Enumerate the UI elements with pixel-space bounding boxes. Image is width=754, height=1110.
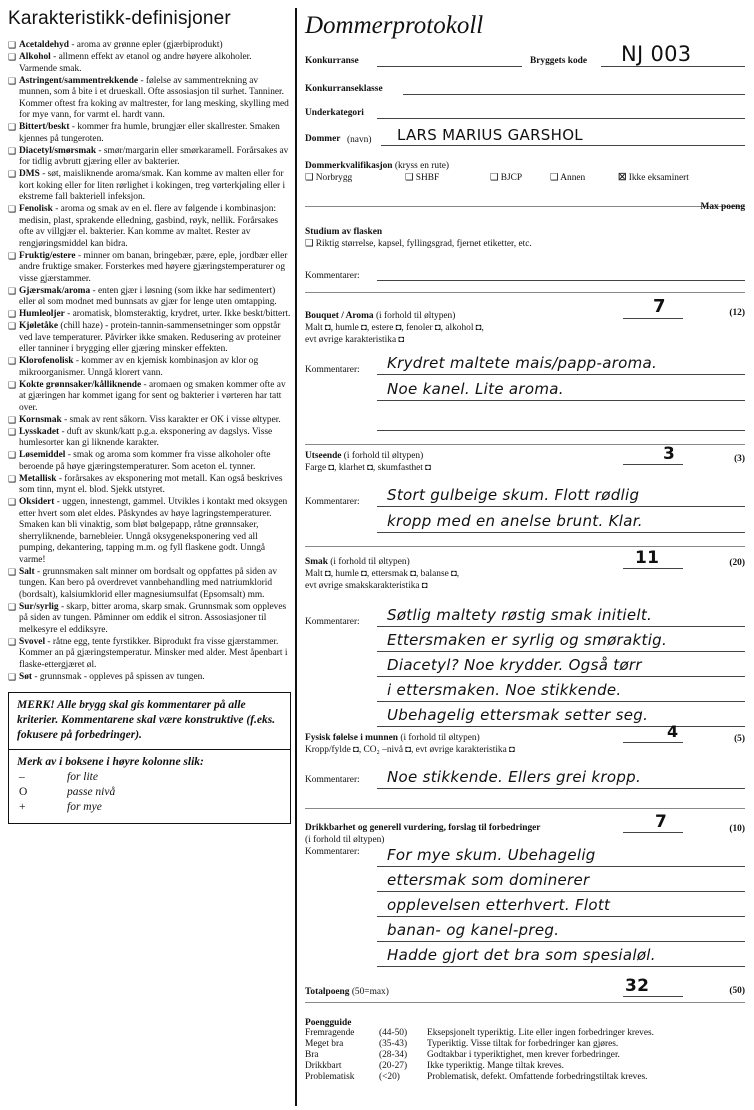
checkbox-shbf[interactable]: ❑ SHBF [405,173,440,183]
qualification-label: Dommerkvalifikasjon [305,161,393,171]
flavor-heading: Smak [305,557,328,567]
definition-term: Alkohol [19,52,51,62]
marking-legend-row: + for mye [19,801,102,813]
score-guide-desc: Ikke typeriktig. Mange tiltak kreves. [427,1061,564,1071]
flavor-criteria: Malt ◘, humle ◘, ettersmak ◘, balanse ◘, [305,569,460,579]
note-box [8,692,291,824]
definition-text: - minner om banan, bringebær, pære, eple, jordbær eller andre fruktige smaker. Forsterkes med høyere gjæringstemperaturer og visse gjærstammer. [19,250,288,284]
overall-comment-label: Kommentarer: [305,847,360,857]
definition-term: Gjærsmak/aroma [19,285,91,296]
definition-item [8,251,291,286]
overall-max: (10) [729,824,745,834]
checkbox-icon: ❑ [8,636,17,647]
definition-term: Metallisk [19,473,57,484]
definition-term: Diacetyl/smørsmak [19,145,97,156]
flavor-comment-line[interactable]: Ubehagelig ettersmak setter seg. [377,704,745,727]
flavor-comment-label: Kommentarer: [305,617,360,627]
flavor-comment-line[interactable]: i ettersmaken. Noe stikkende. [377,679,745,702]
definition-term: Lysskadet [19,426,60,437]
definition-text: - aroma og smak av en el. flere av følgende i kombinasjon: medisin, plast, sprakende elledning, gasbind, røyk, nellik. Forårsakes ofte av villgjær el. bakterier. Kan komme av maltet. Rester av rengjøringsmiddel kan bidra. [19,204,279,249]
definition-item [8,52,291,75]
flavor-other-criteria: evt øvrige smakskarakteristika ◘ [305,581,428,591]
aroma-comment-line[interactable]: Krydret maltete mais/papp-aroma. [377,352,745,375]
definition-term: Salt [19,566,35,577]
definition-term: Acetaldehyd [19,40,69,50]
definition-text: - smak av rent såkorn. Viss karakter er OK i visse øltyper. [61,414,281,425]
score-guide-desc: Godtakbar i typeriktighet, men krever forbedringer. [427,1050,620,1060]
total-row: Totalpoeng (50=max) 32 (50) [305,976,745,997]
checkbox-icon: ❑ [8,309,17,319]
definition-item [8,321,291,356]
definition-term: Kjøletåke [19,321,59,331]
appearance-comment-line[interactable]: kropp med en anelse brunt. Klar. [377,510,745,533]
checkbox-icon: ❑ [8,40,17,50]
aroma-score-row [305,298,745,320]
definition-text: - grunnsmak - oppleves på spissen av tungen. [32,671,205,682]
definition-text: - uggen, innestengt, gammel. Utvikles i kontakt med oksygen etter hvert som ølet eldes. Påskyndes av høye lagringstemperaturer. Smaken kan bli vinaktig, som bløt bølgepapp, råtne grønnsaker, sherryliknende, barnebleier. Unngå oksygeneksponering ved all pumping, dekantering, tapping m.m. og fyll flaskene godt. Unngå varme! [19,497,288,565]
score-guide-desc: Eksepsjonelt typeriktig. Lite eller ingen forbedringer kreves. [427,1028,655,1038]
aroma-comment-label: Kommentarer: [305,365,360,375]
checkbox-icon: ❑ [8,169,17,179]
judge-field[interactable] [381,145,745,146]
total-label: Totalpoeng [305,987,350,997]
appearance-criteria: Farge ◘, klarhet ◘, skumfasthet ◘ [305,463,431,473]
aroma-other-criteria: evt øvrige karakteristika ◘ [305,335,405,345]
definition-text: - smak og aroma som kommer fra visse alkoholer ofte beroende på høye gjæringstemperaturer. Som aceton el. tynner. [19,450,271,472]
definition-text: - aromatisk, blomsteraktig, krydret, urter. Ikke beskt/bittert. [64,309,291,319]
aroma-max: (12) [729,308,745,318]
marking-legend [9,749,290,823]
checkbox-icon: ❑ [8,601,17,612]
definition-text: - duft av skunk/katt p.g.a. eksponering av dagslys. Visse humlesorter kan gi liknende karakter. [19,426,273,448]
definition-term: Løsemiddel [19,450,66,460]
score-guide-desc: Typeriktig. Visse tiltak for forbedringer kan gjøres. [427,1039,619,1049]
mouthfeel-max: (5) [734,734,745,744]
checkbox-icon: ❑ [8,321,17,331]
definition-item [8,309,291,321]
judge-row [305,128,745,152]
beer-code-label: Bryggets kode [530,56,588,66]
definition-item [8,474,291,497]
appearance-max: (3) [734,454,745,464]
flavor-max: (20) [729,558,745,568]
definition-text: - enten gjær i løsning (som ikke har sedimentert) eller øl som modnet med bunnsats av gjær for lenge uten omtapping. [19,285,277,307]
subcategory-label: Underkategori [305,108,364,118]
overall-heading: Drikkbarhet og generell vurdering, forslag til forbedringer [305,823,541,833]
definition-item [8,672,291,684]
appearance-comment-line[interactable]: Stort gulbeige skum. Flott rødlig [377,484,745,507]
checkbox-norbrygg[interactable]: ❑ Norbrygg [305,173,353,183]
checkbox-icon: ❑ [8,671,17,682]
definition-item [8,450,291,473]
marking-legend-title: Merk av i boksene i høyre kolonne slik: [17,756,204,768]
score-guide-name: Fremragende [305,1028,355,1038]
overall-hint: (i forhold til øltypen) [305,835,385,845]
score-guide-desc: Problematisk, defekt. Omfattende forbedringstiltak kreves. [427,1072,648,1082]
definition-item [8,380,291,415]
checkbox-icon: ❑ [8,473,17,484]
max-points-header: Max poeng [700,202,745,212]
definition-text: - kommer av en kjemisk kombinasjon av klor og mikroorganismer. Unngå klorert vann. [19,356,259,378]
definition-term: Fruktig/estere [19,250,76,261]
score-guide-title: Poengguide [305,1018,352,1028]
definitions-list [8,40,291,683]
checkbox-annen[interactable]: ❑ Annen [550,173,586,183]
mouthfeel-score-row [305,722,745,744]
definition-text: - følelse av sammentrekning av munnen, som å bite i et drueskall. Ofte assosiasjon til surhet. Tanniner. Kommer oftest fra koking av maltrester, for lang mesking, skylling med for mye vann, for varmt el. hardt vann. [19,75,289,120]
score-guide-row [305,1072,660,1083]
score-guide-range: (<20) [379,1072,400,1082]
score-guide-name: Problematisk [305,1072,355,1082]
score-guide [305,1018,745,1083]
definition-item [8,356,291,379]
definition-item [8,637,291,672]
definition-text: - søt, maisliknende aroma/smak. Kan komme av malten eller for kort koking eller for liten rørlighet i kokingen, treg vørterkjøling eller i ekstreme fall bakteriell infeksjon. [19,169,286,202]
aroma-comment-line-empty[interactable] [377,430,745,431]
competition-field[interactable] [377,66,522,67]
overall-comment-line[interactable]: opplevelsen etterhvert. Flott [377,894,745,917]
overall-score-row [305,812,745,834]
score-guide-table [305,1028,660,1083]
appearance-score: 3 [663,444,676,464]
checkbox-icon: ❑ [8,379,17,390]
checkbox-icon: ❑ [8,566,17,577]
definition-term: Klorofenolisk [19,356,74,366]
bottle-section [305,226,745,250]
total-field[interactable] [623,996,683,997]
definition-text: - forårsakes av eksponering mot metall. Kan også beskrives som tinn, mynt el. blod. Sjekk utstyret. [19,473,283,495]
class-label: Konkurranseklasse [305,84,383,94]
score-guide-name: Drikkbart [305,1061,342,1071]
aroma-score: 7 [653,296,666,317]
definition-term: DMS [19,169,40,179]
definition-item [8,567,291,602]
definition-term: Fenolisk [19,204,53,214]
definition-item [8,286,291,309]
appearance-score-row [305,444,745,466]
definition-item [8,76,291,122]
mouthfeel-comment-label: Kommentarer: [305,775,360,785]
mouthfeel-criteria: Kropp/fylde ◘, CO₂ –nivå ◘, evt øvrige karakteristika ◘ [305,745,515,755]
checkbox-icon: ❑ [8,75,17,86]
checkbox-ikke-eksaminert[interactable]: ☒ Ikke eksaminert [618,173,689,183]
definition-text: - råtne egg, tente fyrstikker. Biprodukt fra visse gjærstammer. Kommer an på gjæringstemperatur. Minsker med alder. Mest åpenbart i flaske-ettergjæret øl. [19,636,288,670]
competition-label: Konkurranse [305,56,359,66]
definition-text: - skarp, bitter aroma, skarp smak. Grunnsmak som oppleves på siden av tungen. Påminner om eddik el sitron. Assosiasjoner til melkesyre el eddiksyre. [19,601,287,635]
beer-code-field[interactable] [601,66,745,67]
appearance-heading: Utseende [305,451,342,461]
checkbox-icon: ❑ [8,356,17,366]
judge-label: Dommer [305,134,341,144]
class-field[interactable] [403,94,745,95]
definition-term: Svovel [19,636,46,647]
bottle-comment-label: Kommentarer: [305,271,360,281]
definitions-column [8,8,291,824]
total-max: (50) [729,986,745,996]
definition-text: - kommer fra humle, brungjær eller skallrester. Smaken kjennes på tungeroten. [19,122,280,144]
definition-item [8,415,291,427]
definition-term: Bittert/beskt [19,122,70,132]
subcategory-row [305,106,745,126]
score-guide-name: Meget bra [305,1039,344,1049]
definition-item [8,169,291,204]
score-guide-range: (35-43) [379,1039,408,1049]
mouthfeel-comment-line[interactable]: Noe stikkende. Ellers grei kropp. [377,766,745,789]
definition-text: - aroma av grønne epler (gjærbiprodukt) [69,40,223,50]
mouthfeel-heading: Fysisk følelse i munnen [305,733,398,743]
checkbox-bottle[interactable]: ❑ [305,239,316,249]
column-divider [295,8,297,1106]
note-text: MERK! Alle brygg skal gis kommentarer på alle kriterier. Kommentarene skal være konstruktive (f.eks. fokusere på forbedringer). [17,699,276,741]
definition-text: - grunnsmaken salt minner om bordsalt og oppfattes på siden av tungen. Kan bero på overdrevet vannbehandling med natriumklorid (bordsalt), kalsiumklorid eller magnesiumsulfat (Epsomsalt) mm. [19,566,278,600]
bottle-heading: Studium av flasken [305,227,383,237]
overall-score: 7 [655,812,668,832]
score-guide-row [305,1028,660,1039]
overall-comment-line[interactable]: For mye skum. Ubehagelig [377,844,745,867]
definition-text: - aromaen og smaken kommer ofte av at gjæringen har kommet igang for sent og bakterier i vørteren har tatt over. [19,379,286,413]
aroma-criteria: Malt ◘, humle ◘, estere ◘, fenoler ◘, alkohol ◘, [305,323,484,333]
checkbox-icon: ❑ [8,426,17,437]
checkbox-icon: ❑ [8,52,17,62]
total-score: 32 [625,976,650,996]
score-guide-range: (44-50) [379,1028,408,1038]
checkbox-icon: ❑ [8,414,17,425]
score-guide-range: (28-34) [379,1050,408,1060]
definition-term: Søt [19,671,33,682]
overall-comment-line[interactable]: banan- og kanel-preg. [377,919,745,942]
beer-code-value: NJ 003 [621,42,692,66]
overall-comment-line[interactable]: Hadde gjort det bra som spesialøl. [377,944,745,967]
definition-term: Astringent/sammentrekkende [19,75,139,86]
definition-item [8,146,291,169]
bottle-comment-row [305,262,745,284]
checkbox-bjcp[interactable]: ❑ BJCP [490,173,523,183]
checkbox-icon: ❑ [8,250,17,261]
definition-item [8,602,291,637]
aroma-comment-line[interactable]: Noe kanel. Lite aroma. [377,378,745,401]
qualification-section [305,160,745,186]
bottle-comment-field[interactable] [377,280,745,281]
marking-legend-row: – for lite [19,771,98,783]
competition-row [305,42,745,72]
marking-legend-row: O passe nivå [19,786,116,798]
judge-name-value: LARS MARIUS GARSHOL [397,126,583,144]
class-row [305,82,745,102]
definition-item [8,427,291,450]
definition-term: Kokte grønnsaker/kålliknende [19,379,142,390]
mouthfeel-section: Fysisk følelse i munnen (i forhold til øltypen) Kropp/fylde ◘, CO₂ –nivå ◘, evt øvrige karakteristika ◘ [305,732,745,756]
flavor-section: Smak (i forhold til øltypen) Malt ◘, humle ◘, ettersmak ◘, balanse ◘, evt øvrige smakskarakteristika ◘ [305,556,745,592]
checkbox-icon: ❑ [8,122,17,132]
definition-term: Sur/syrlig [19,601,59,612]
score-guide-name: Bra [305,1050,319,1060]
appearance-comment-label: Kommentarer: [305,497,360,507]
definition-item [8,497,291,566]
flavor-comment-line[interactable]: Ettersmaken er syrlig og smøraktig. [377,629,745,652]
checkbox-icon: ❑ [8,450,17,460]
definition-item [8,40,291,52]
score-guide-row [305,1061,660,1072]
judge-name-hint: (navn) [347,135,372,145]
subcategory-field[interactable] [377,118,745,119]
definition-term: Humleoljer [19,309,65,319]
checkbox-icon: ❑ [8,145,17,156]
definition-term: Kornsmak [19,414,62,425]
qualification-hint: (kryss en rute) [392,161,449,171]
mouthfeel-score: 4 [667,722,679,741]
aroma-heading: Bouquet / Aroma [305,311,374,321]
definition-text: - allmenn effekt av etanol og andre høyere alkoholer. Varmende smak. [19,52,252,74]
definitions-title: Karakteristikk-definisjoner [8,8,231,29]
definition-text: - smør/margarin eller smørkaramell. Forårsakes av for tidlig avbrutt gjæring eller av bakterier. [19,145,289,167]
score-guide-row [305,1039,660,1050]
flavor-score-row [305,548,745,570]
checkbox-icon: ❑ [8,204,17,214]
protocol-title: Dommerprotokoll [305,12,484,39]
score-guide-row [305,1050,660,1061]
definition-item [8,122,291,145]
aroma-section: Bouquet / Aroma (i forhold til øltypen) Malt ◘, humle ◘, estere ◘, fenoler ◘, alkohol ◘, evt øvrige karakteristika ◘ [305,310,745,346]
definition-item [8,204,291,250]
bottle-criteria: Riktig størrelse, kapsel, fyllingsgrad, fjernet etiketter, etc. [315,239,532,249]
flavor-comment-line[interactable]: Søtlig maltety røstig smak initielt. [377,604,745,627]
definition-term: Oksidert [19,497,55,507]
overall-comment-line[interactable]: ettersmak som dominerer [377,869,745,892]
flavor-score: 11 [635,548,660,568]
appearance-section: Utseende (i forhold til øltypen) Farge ◘, klarhet ◘, skumfasthet ◘ [305,450,745,474]
checkbox-icon: ❑ [8,497,17,507]
flavor-comment-line[interactable]: Diacetyl? Noe krydder. Også tørr [377,654,745,677]
checkbox-icon: ❑ [8,285,17,296]
score-guide-range: (20-27) [379,1061,408,1071]
protocol-column [305,8,745,1082]
definition-text: (chill haze) - protein-tannin-sammensetninger som oppstår ved lave temperaturer. Påvirker ikke smaken. Redusering av proteiner eller tanniner i brygging eller gjæring minsker effekten. [19,321,281,354]
